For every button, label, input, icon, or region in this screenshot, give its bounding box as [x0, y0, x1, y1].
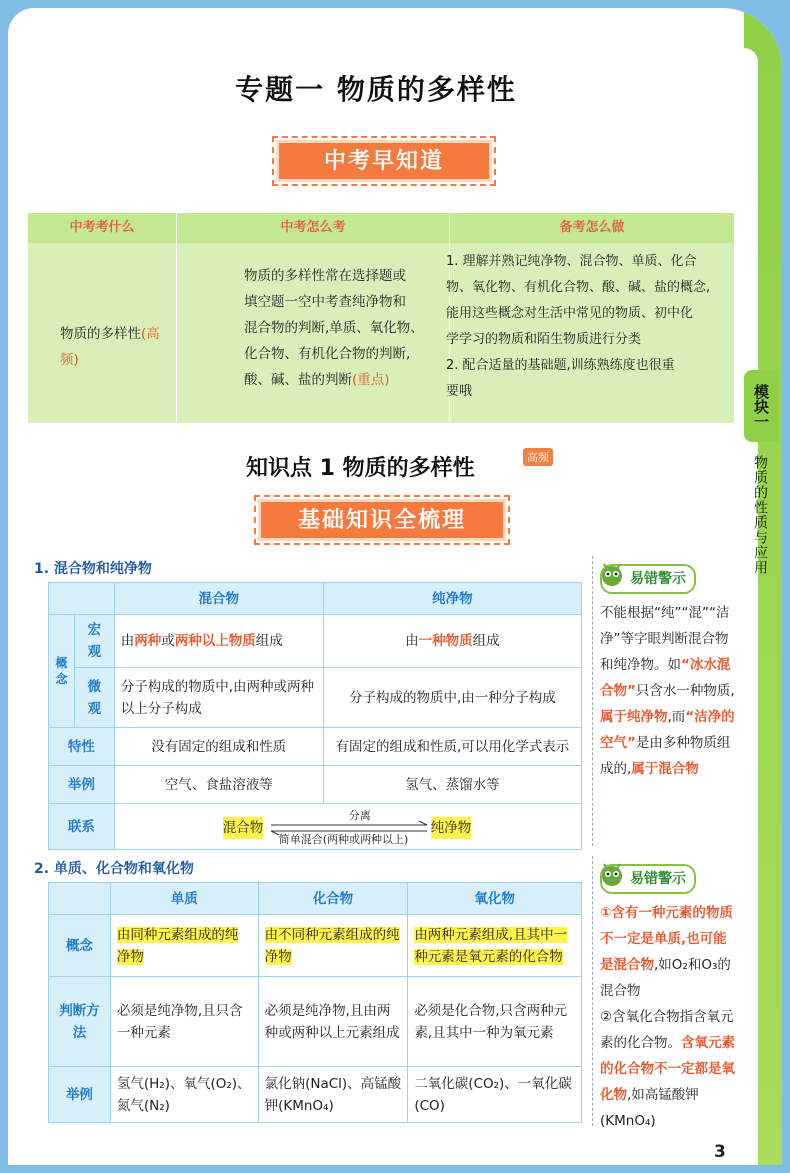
col-header-pure: 纯净物 [323, 583, 581, 615]
summary-header-2: 中考怎么考 [177, 213, 449, 243]
example-mixture: 空气、食盐溶液等 [114, 766, 323, 804]
page-number: 3 [714, 1142, 726, 1162]
row-label-link: 联系 [49, 804, 115, 850]
concept-compound: 由不同种元素组成的纯净物 [258, 915, 408, 977]
example-compound: 氯化钠(NaCl)、高锰酸钾(KMnO₄) [258, 1067, 408, 1123]
row-label-concept: 概念 [49, 615, 75, 728]
row-label-macro: 宏观 [74, 615, 114, 668]
macro-pure: 由一种物质组成 [323, 615, 581, 668]
col-header-mixture: 混合物 [114, 583, 323, 615]
judge-oxide: 必须是化合物,只含两种元素,且其中一种为氧元素 [408, 977, 582, 1067]
section-banner-basics: 基础知识全梳理 [258, 499, 506, 541]
link-top: 分离 [348, 808, 371, 822]
mascot-icon [598, 558, 626, 592]
row-label-micro: 微观 [74, 668, 114, 728]
section2-title: 2. 单质、化合物和氧化物 [34, 861, 194, 877]
page-title: 专题一 物质的多样性 [235, 73, 517, 106]
frequency-badge: 高频 [523, 448, 553, 466]
trait-pure: 有固定的组成和性质,可以用化学式表示 [323, 728, 581, 766]
warning-header: 易错警示 [600, 564, 696, 594]
warning-box-1: 易错警示 不能根据“纯”“混”“洁净”等字眼判断混合物和纯净物。如“冰水混合物”只含水一种物质,属于纯净物,而“洁净的空气”是由多种物质组成的,属于混合物 [600, 564, 740, 782]
section-banner-zhongkao: 中考早知道 [276, 140, 492, 182]
knowledge-point-title: 知识点 1 物质的多样性 [246, 456, 475, 481]
col-header-compound: 化合物 [258, 883, 408, 915]
example-element: 氢气(H₂)、氧气(O₂)、氮气(N₂) [110, 1067, 258, 1123]
col-header-oxide: 氧化物 [408, 883, 582, 915]
warning-header-2: 易错警示 [600, 864, 696, 894]
trait-mixture: 没有固定的组成和性质 [114, 728, 323, 766]
link-diagram [114, 804, 581, 850]
divider [592, 556, 593, 846]
module-subtitle: 物质的性质与应用 [752, 455, 768, 575]
row-label-concept2: 概念 [49, 915, 111, 977]
summary-table [28, 213, 734, 423]
judge-element: 必须是纯净物,且只含一种元素 [110, 977, 258, 1067]
row-label-trait: 特性 [49, 728, 115, 766]
macro-mixture: 由两种或两种以上物质组成 [114, 615, 323, 668]
judge-compound: 必须是纯净物,且由两种或两种以上元素组成 [258, 977, 408, 1067]
link-bottom: 简单混合(两种或两种以上) [278, 832, 409, 846]
green-edge-strip [744, 8, 782, 1165]
micro-mixture: 分子构成的物质中,由两种或两种以上分子构成 [114, 668, 323, 728]
summary-header-3: 备考怎么做 [450, 213, 734, 243]
row-label-example: 举例 [49, 766, 115, 804]
summary-col3: 1. 理解并熟记纯净物、混合物、单质、化合 物、氧化物、有机化合物、酸、碱、盐的概念, 能用这些概念对生活中常见的物质、初中化 学学习的物质和陌生物质进行分类 2. 配合适量的基础题,训练熟练度也很重 要哦 [446, 254, 711, 399]
example-pure: 氢气、蒸馏水等 [323, 766, 581, 804]
section1-title: 1. 混合物和纯净物 [34, 561, 152, 577]
summary-col1: 物质的多样性(高频) [60, 326, 160, 368]
mascot-icon [598, 858, 626, 892]
link-right: 纯净物 [431, 817, 472, 839]
micro-pure: 分子构成的物质中,由一种分子构成 [323, 668, 581, 728]
divider-2 [592, 856, 593, 1126]
link-left: 混合物 [223, 817, 264, 839]
page [8, 8, 782, 1165]
row-label-example2: 举例 [49, 1067, 111, 1123]
module-tab[interactable]: 模块一 [744, 370, 778, 442]
example-oxide: 二氧化碳(CO₂)、一氧化碳(CO) [408, 1067, 582, 1123]
mixture-pure-table [48, 582, 582, 850]
concept-oxide: 由两种元素组成,且其中一种元素是氧元素的化合物 [408, 915, 582, 977]
row-label-judge: 判断方法 [49, 977, 111, 1067]
element-compound-table [48, 882, 582, 1123]
summary-header-1: 中考考什么 [28, 213, 176, 243]
warning-box-2: 易错警示 ①含有一种元素的物质不一定是单质,也可能是混合物,如O₂和O₃的混合物 ②含氧化合物指含氧元素的化合物。含氧元素的化合物不一定都是氧化物,如高锰酸钾(KMnO₄) [600, 864, 740, 1134]
concept-element: 由同种元素组成的纯净物 [110, 915, 258, 977]
summary-col2: 物质的多样性常在选择题或 填空题一空中考查纯净物和 混合物的判断,单质、氧化物、 化合物、有机化合物的判断, 酸、碱、盐的判断(重点) [244, 268, 424, 388]
col-header-element: 单质 [110, 883, 258, 915]
